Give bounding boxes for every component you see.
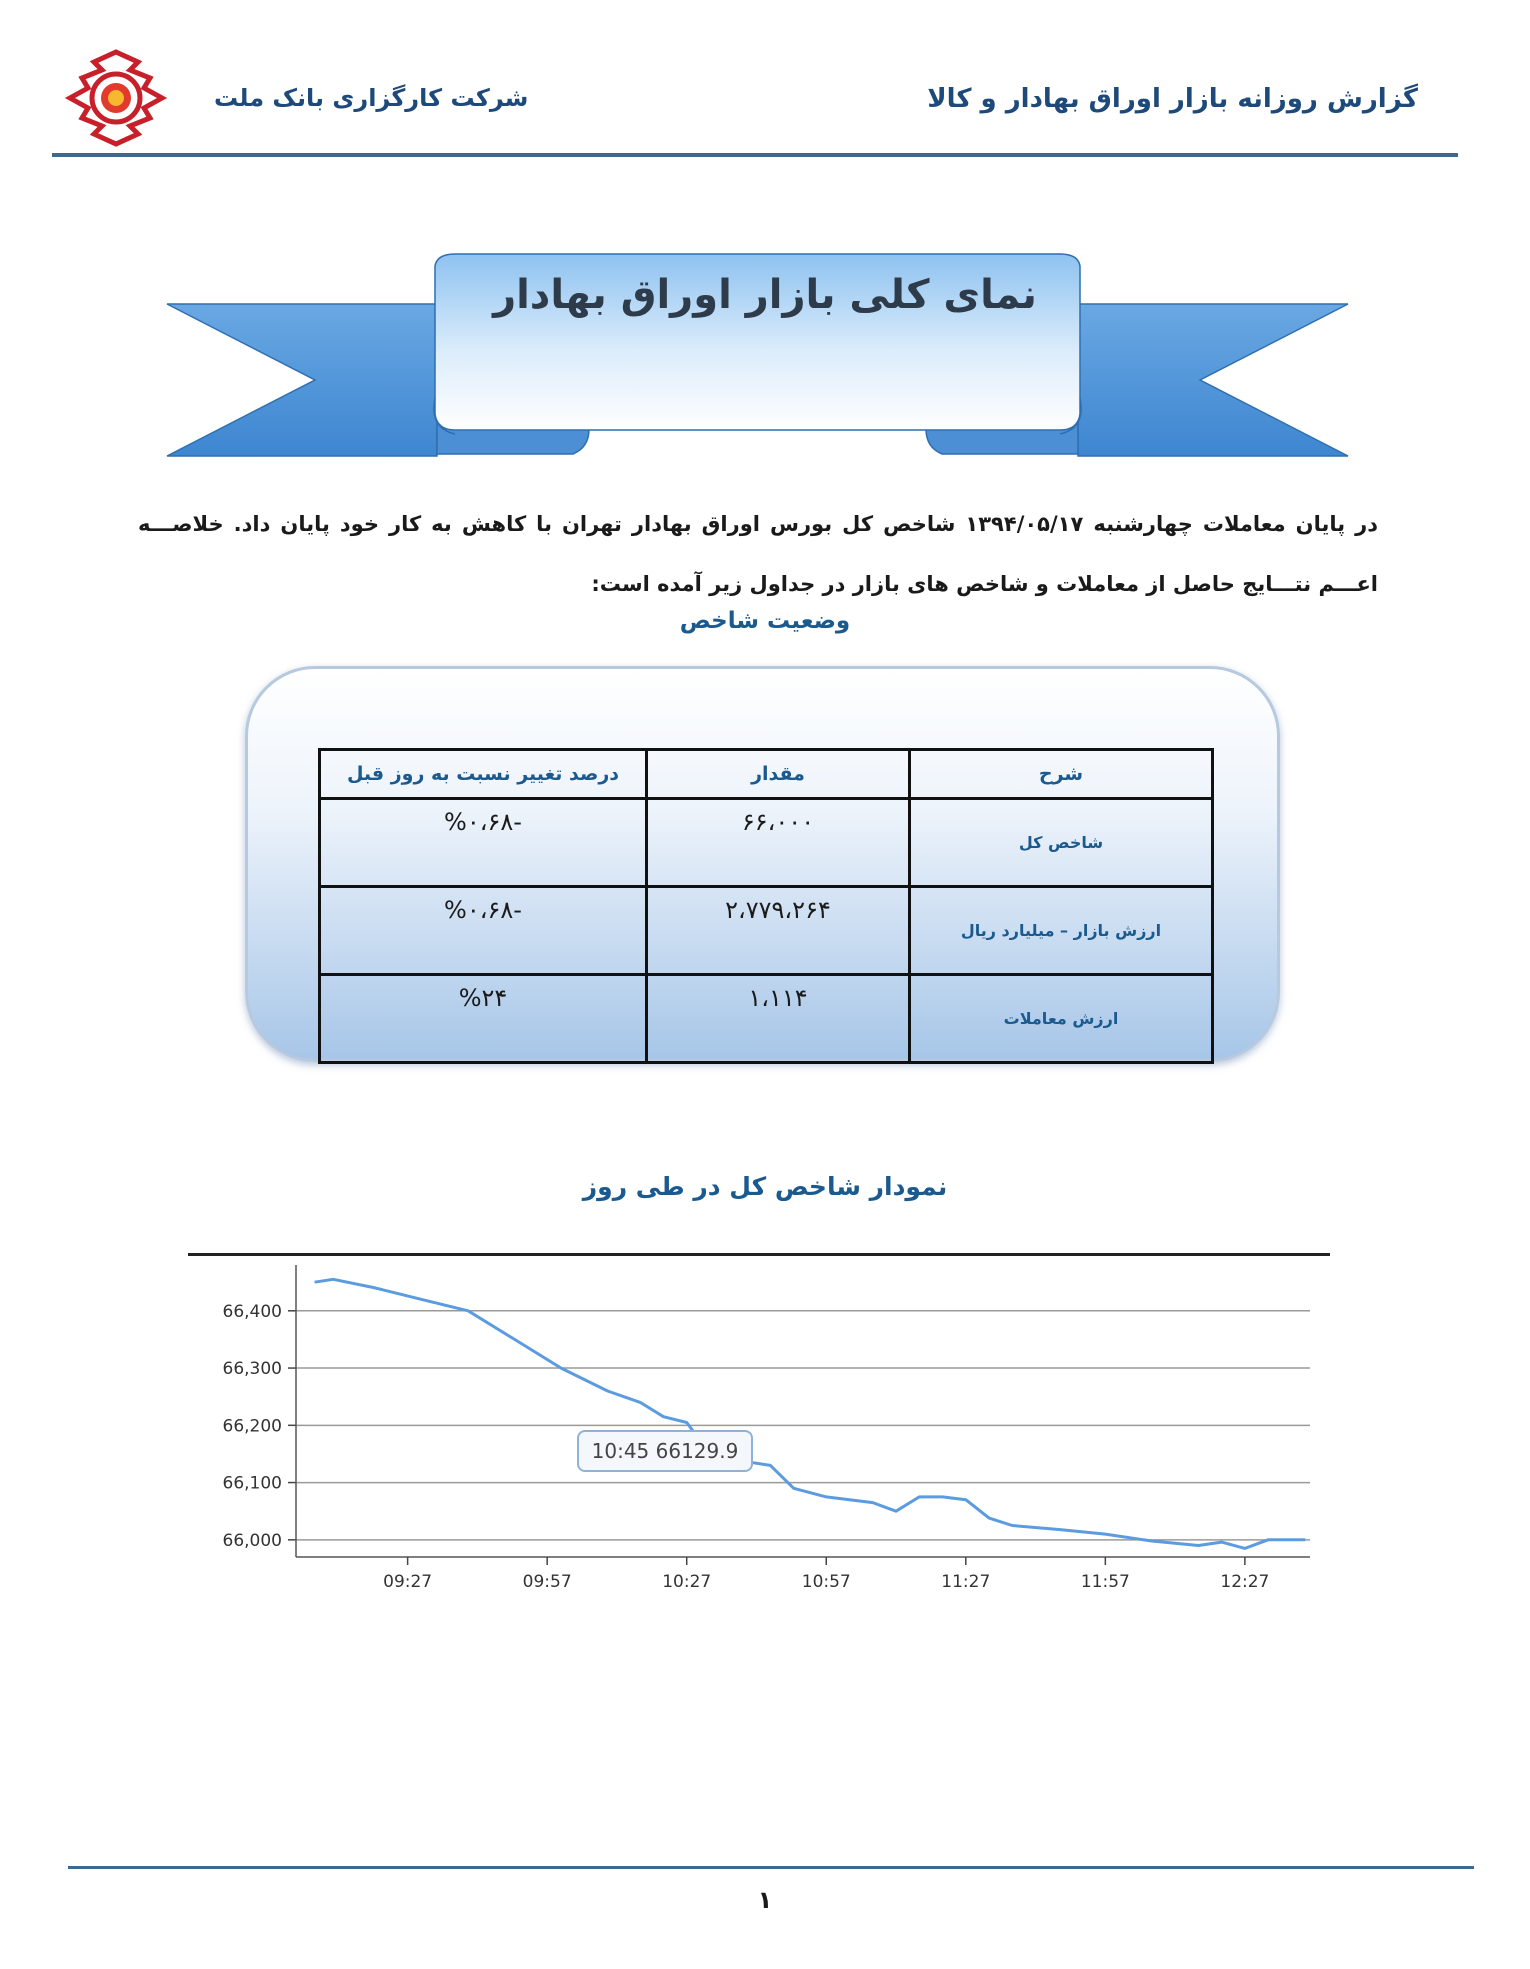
- y-tick-label: 66,400: [222, 1301, 282, 1322]
- table-row: [320, 887, 1213, 975]
- y-tick-label: 66,200: [222, 1416, 282, 1437]
- report-title: گزارش روزانه بازار اوراق بهادار و کالا: [927, 84, 1418, 114]
- header-value: مقدار: [647, 750, 910, 799]
- row-change: %۲۴: [320, 975, 647, 1063]
- y-tick-label: 66,100: [222, 1473, 282, 1494]
- chart-tooltip: [578, 1431, 752, 1471]
- row-value: ۲،۷۷۹،۲۶۴: [647, 887, 910, 975]
- intro-paragraph: در پایان معاملات چهارشنبه ۱۳۹۴/۰۵/۱۷ شاخص کل بورس اوراق بهادار تهران با کاهش به کار خود پایان داد. خلاصـــه اعـــم نتـــایج حاصل از معاملات و شاخص های بازار در جداول زیر آمده است:: [138, 512, 1379, 596]
- y-tick-label: 66,300: [222, 1359, 282, 1380]
- x-tick-label: 11:57: [1080, 1572, 1130, 1592]
- series-line: [315, 1279, 1306, 1548]
- intraday-index-chart: [188, 1253, 1330, 1609]
- y-tick-label: 66,000: [222, 1530, 282, 1551]
- banner-title: نمای کلی بازار اوراق بهادار: [493, 272, 1037, 318]
- x-tick-label: 11:27: [941, 1572, 991, 1592]
- row-desc: ارزش بازار – میلیارد ریال: [910, 887, 1213, 975]
- row-desc: شاخص کل: [910, 799, 1213, 887]
- header-desc: شرح: [910, 750, 1213, 799]
- header-divider: [52, 153, 1458, 157]
- x-tick-label: 09:57: [522, 1572, 572, 1592]
- row-value: ۱،۱۱۴: [647, 975, 910, 1063]
- header-change: درصد تغییر نسبت به روز قبل: [320, 750, 647, 799]
- row-value: ۶۶،۰۰۰: [647, 799, 910, 887]
- x-tick-label: 10:27: [662, 1572, 712, 1592]
- index-table: [318, 748, 1214, 1064]
- table-row: [320, 799, 1213, 887]
- x-tick-label: 12:27: [1220, 1572, 1270, 1592]
- x-tick-label: 09:27: [383, 1572, 433, 1592]
- company-name: شرکت کارگزاری بانک ملت: [214, 84, 529, 112]
- page-number: ١: [757, 1886, 773, 1914]
- footer-divider: [68, 1866, 1474, 1869]
- row-desc: ارزش معاملات: [910, 975, 1213, 1063]
- table-row: [320, 975, 1213, 1063]
- chart-tooltip-text: 10:45 66129.9: [591, 1439, 739, 1463]
- company-logo: [62, 48, 170, 148]
- chart-section-title: نمودار شاخص کل در طی روز: [582, 1172, 948, 1201]
- table-header-row: [320, 750, 1213, 799]
- index-section-title: وضعیت شاخص: [679, 608, 851, 634]
- x-tick-label: 10:57: [801, 1572, 851, 1592]
- row-change: -%۰،۶۸: [320, 799, 647, 887]
- row-change: -%۰،۶۸: [320, 887, 647, 975]
